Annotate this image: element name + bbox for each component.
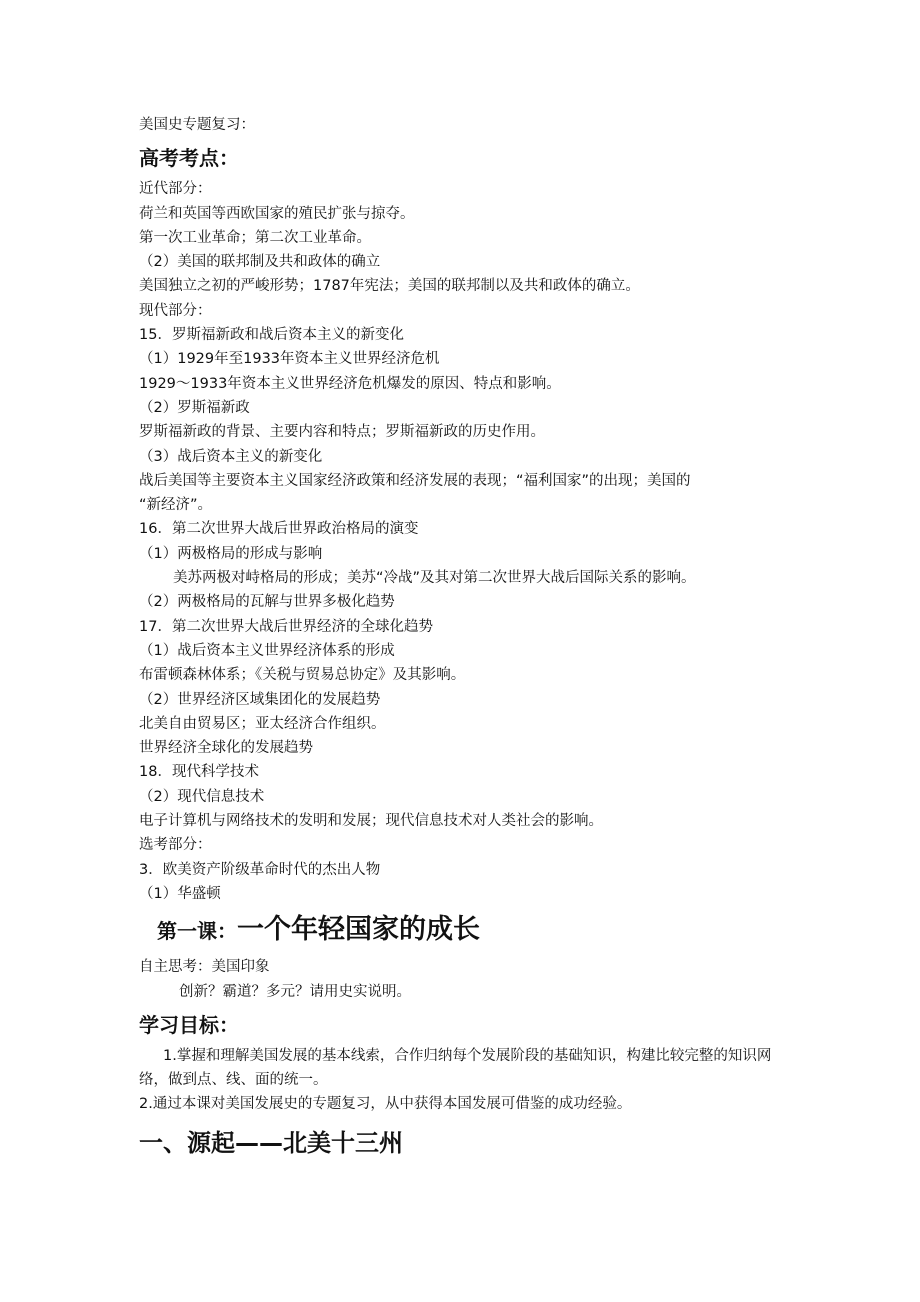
text-line: （1）战后资本主义世界经济体系的形成 [139,642,395,659]
text-line: 北美自由贸易区；亚太经济合作组织。 [139,715,386,732]
text-line: 布雷顿森林体系；《关税与贸易总协定》及其影响。 [139,667,466,684]
document-content [139,113,789,1161]
text-line: （2）现代信息技术 [139,788,265,805]
text-line: “新经济”。 [139,497,213,514]
learning-goal-1: 1.掌握和理解美国发展的基本线索，合作归纳每个发展阶段的基础知识，构建比较完整的知识网络，做到点、线、面的统一。 [139,1047,772,1089]
self-think-line: 自主思考：美国印象 [139,959,270,976]
text-line: （1）华盛顿 [139,885,221,902]
text-line: 罗斯福新政的背景、主要内容和特点；罗斯福新政的历史作用。 [139,424,545,441]
lesson-heading [157,910,789,953]
text-line: （2）美国的联邦制及共和政体的确立 [139,254,381,271]
text-line: （1）两极格局的形成与影响 [139,545,323,562]
lesson-label: 第一课： [157,919,237,944]
exam-points-heading: 高考考点： [139,146,239,171]
text-line: 15．罗斯福新政和战后资本主义的新变化 [139,327,404,344]
learning-goal-2: 2.通过本课对美国发展史的专题复习，从中获得本国发展可借鉴的成功经验。 [139,1096,632,1113]
text-line: 选考部分： [139,837,212,854]
text-line: （3）战后资本主义的新变化 [139,448,323,465]
text-line: 第一次工业革命；第二次工业革命。 [139,229,371,246]
text-line: 美苏两极对峙格局的形成；美苏“冷战”及其对第二次世界大战后国际关系的影响。 [173,570,696,587]
text-line: 17．第二次世界大战后世界经济的全球化趋势 [139,618,433,635]
text-line: 近代部分： [139,181,212,198]
lesson-title: 一个年轻国家的成长 [237,914,480,946]
text-line: 美国独立之初的严峻形势；1787年宪法；美国的联邦制以及共和政体的确立。 [139,278,640,295]
learning-goals-heading: 学习目标： [139,1012,239,1037]
text-line: 16．第二次世界大战后世界政治格局的演变 [139,521,419,538]
text-line: 世界经济全球化的发展趋势 [139,740,313,757]
text-line: （2）世界经济区域集团化的发展趋势 [139,691,381,708]
text-line: 战后美国等主要资本主义国家经济政策和经济发展的表现；“福利国家”的出现；美国的 [139,472,691,489]
text-line: 18．现代科学技术 [139,764,259,781]
self-think-question: 创新？霸道？多元？请用史实说明。 [179,983,411,1000]
text-line: （2）两极格局的瓦解与世界多极化趋势 [139,594,395,611]
intro-line: 美国史专题复习： [139,117,255,133]
text-line: （1）1929年至1933年资本主义世界经济危机 [139,351,440,368]
text-line: 3．欧美资产阶级革命时代的杰出人物 [139,861,381,878]
text-line: 现代部分： [139,302,212,319]
text-line: 荷兰和英国等西欧国家的殖民扩张与掠夺。 [139,205,415,222]
section-1-heading: 一、源起——北美十三州 [139,1128,403,1157]
text-line: 1929～1933年资本主义世界经济危机爆发的原因、特点和影响。 [139,375,561,392]
text-line: （2）罗斯福新政 [139,399,250,416]
text-line: 电子计算机与网络技术的发明和发展；现代信息技术对人类社会的影响。 [139,813,603,830]
